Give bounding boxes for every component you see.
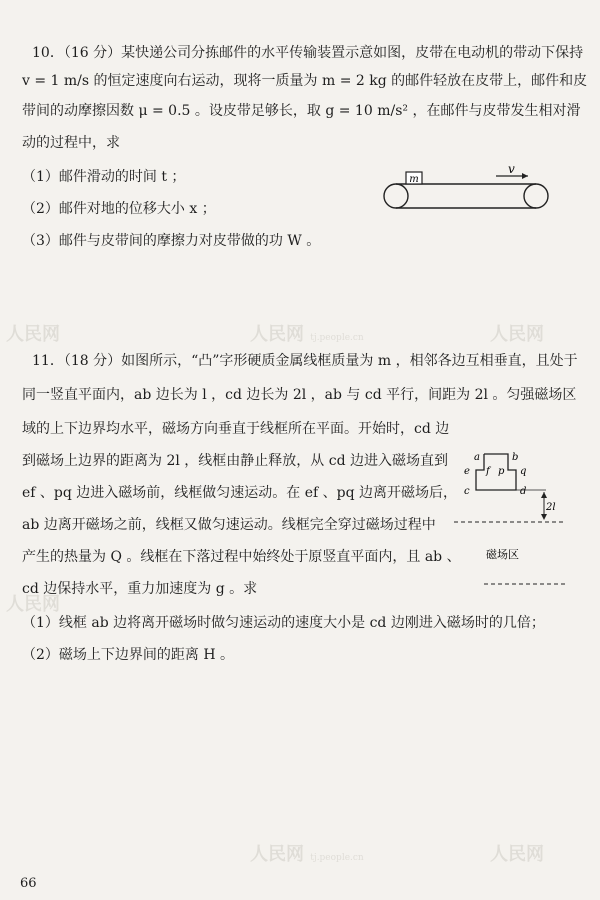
conveyor-belt-diagram (380, 164, 552, 214)
q11-line-2: 同一竖直平面内，ab 边长为 l ，cd 边长为 2l ，ab 与 cd 平行，间距为 2l 。匀强磁场区 (22, 387, 577, 403)
q11-line-4: 到磁场上边界的距离为 2l ，线框由静止释放，从 cd 边进入磁场直到 (22, 453, 448, 469)
q11-line-7: 产生的热量为 Q 。线框在下落过程中始终处于原竖直平面内，且 ab 、 (22, 549, 461, 565)
q10-line-1: 10．（16 分）某快递公司分拣邮件的水平传输装置示意如图，皮带在电动机的带动下保持 (32, 45, 584, 61)
svg-text:f: f (486, 466, 490, 477)
q11-line-5: ef 、pq 边进入磁场前，线框做匀速运动。在 ef 、pq 边离开磁场后， (22, 485, 458, 501)
q11-part-2: （2）磁场上下边界间的距离 H 。 (22, 647, 235, 663)
q10-line-2: v = 1 m/s 的恒定速度向右运动，现将一质量为 m = 2 kg 的邮件轻放在皮带上，邮件和皮 (22, 73, 588, 89)
block-label: m (409, 174, 419, 185)
watermark: 人民网 (6, 324, 60, 345)
svg-text:c: c (464, 486, 470, 497)
velocity-label: v (508, 164, 515, 176)
q11-line-6: ab 边离开磁场之前，线框又做匀速运动。线框完全穿过磁场过程中 (22, 517, 436, 533)
q11-line-8: cd 边保持水平，重力加速度为 g 。求 (22, 581, 258, 597)
q10-part-3: （3）邮件与皮带间的摩擦力对皮带做的功 W 。 (22, 233, 321, 249)
page-number: 66 (20, 876, 37, 891)
q10-part-1: （1）邮件滑动的时间 t ； (22, 169, 186, 185)
watermark: 人民网 (490, 324, 544, 345)
right-roller (524, 184, 548, 208)
watermark: 人民网 tj.people.cn (250, 324, 364, 345)
q11-line-1: 11．（18 分）如图所示，“凸”字形硬质金属线框质量为 m ，相邻各边互相垂直，且处于 (32, 353, 578, 369)
left-roller (384, 184, 408, 208)
distance-label: 2l (546, 502, 556, 513)
wire-frame-diagram (448, 448, 572, 598)
svg-text:p: p (498, 466, 505, 477)
svg-text:b: b (512, 452, 519, 463)
watermark: 人民网 (490, 844, 544, 865)
svg-text:e: e (464, 466, 470, 477)
svg-text:q: q (520, 466, 527, 477)
convex-frame (476, 452, 519, 490)
watermark: 人民网 tj.people.cn (250, 844, 364, 865)
svg-text:d: d (520, 486, 527, 497)
svg-text:a: a (474, 452, 480, 463)
q10-part-2: （2）邮件对地的位移大小 x ； (22, 201, 216, 217)
q10-line-4: 动的过程中，求 (22, 135, 120, 151)
q10-line-3: 带间的动摩擦因数 μ = 0.5 。设皮带足够长，取 g = 10 m/s² ，在邮件与皮带发生相对滑 (22, 103, 581, 119)
watermark: 人民网 (6, 594, 60, 615)
field-label: 磁场区 (486, 548, 519, 561)
q11-line-3: 域的上下边界均水平，磁场方向垂直于线框所在平面。开始时，cd 边 (22, 421, 450, 437)
q11-part-1: （1）线框 ab 边将离开磁场时做匀速运动的速度大小是 cd 边刚进入磁场时的几倍； (22, 615, 545, 631)
